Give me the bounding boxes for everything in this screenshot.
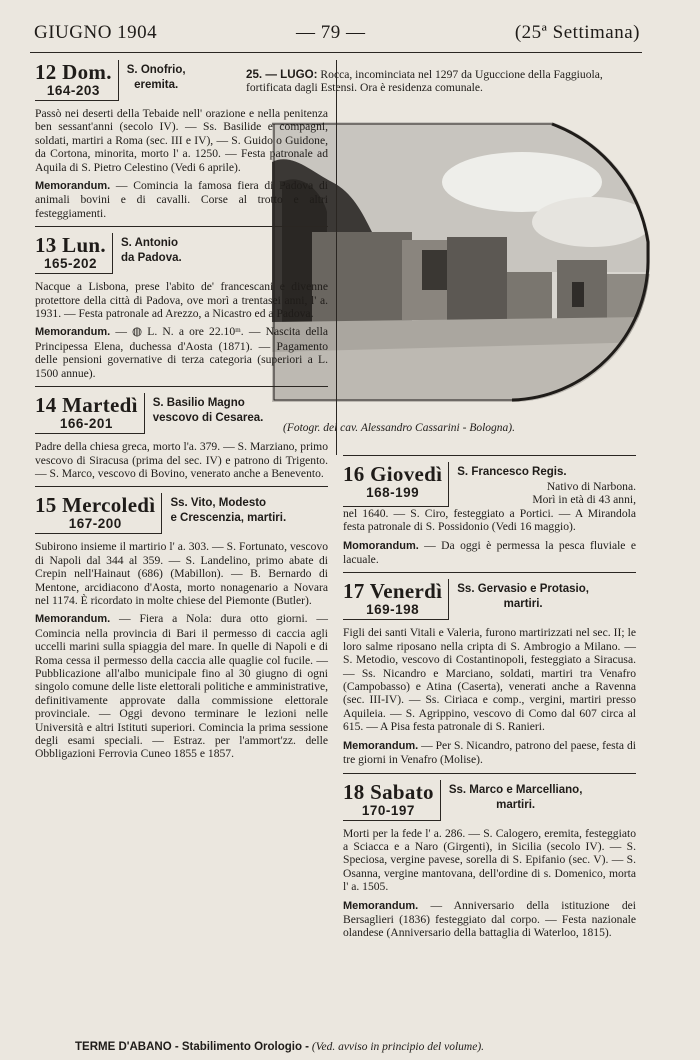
date-box-15	[35, 493, 162, 534]
saint-line-1: S. Antonio	[120, 237, 179, 250]
memo-text: — Anniversario della istituzione dei Bersaglieri (1836) festeggiato dal corpo. — Festa nazionale olandese (Anniversario della battaglia di Waterloo, 1815).	[343, 898, 636, 940]
right-column	[343, 455, 636, 945]
saint-line-1: S. Onofrio,	[126, 64, 186, 76]
day-title: 16 Giovedì	[343, 462, 443, 486]
memorandum	[35, 612, 328, 760]
lugo-rocca-photo	[272, 122, 650, 402]
entry-body: nel 1640. — S. Ciro, festeggiato a Portici. — A Mirandola festa patronale di S. Possidonio (Vedi 16 maggio).	[343, 506, 636, 534]
day-title: 13 Lun.	[35, 233, 106, 258]
saint-name	[119, 60, 186, 101]
page-footer	[75, 1041, 484, 1053]
saint-line-1: Ss. Vito, Modesto	[170, 497, 267, 510]
divider	[343, 455, 636, 456]
divider	[35, 226, 328, 227]
memo-label: Memorandum.	[35, 326, 111, 339]
memo-text: — ◍ L. N. a ore 22.10ᵐ. — Nascita della Principessa Elena, duchessa d'Aosta (1871). — Pagamento delle pensioni governative di terza categoria (superiori a L. 1500 annue).	[35, 325, 328, 380]
day-number: 167-200	[68, 516, 122, 532]
saint-line-2: vescovo di Cesarea.	[152, 412, 264, 425]
entry-body: Passò nei deserti della Tebaide nell' orazione e nella penitenza ben sessant'anni (secolo IV). — Ss. Basilide e compagni, soldati, martiri a Roma (sec. III e IV), — S. Guido o Guidone, da Cortona, minorita, morto l' a. 1250. — Festa patronale ad Aquila di S. Pietro Celestino (Vedi 6 aprile).	[35, 107, 328, 174]
divider	[35, 486, 328, 487]
saint-line-2: martiri.	[503, 598, 543, 611]
saint-line-2: martiri.	[496, 798, 536, 811]
entry-body: Morti per la fede l' a. 286. — S. Calogero, eremita, festeggiato a Sciacca e a Naro (Girgenti), in Sicilia (secolo IV). — S. Speciosa, vergine pavese, sorella di S. Epifanio (sec. V). — S. Osanna, vergine mantovana, dell'ordine di s. Domenico, morta l' a. 1505.	[343, 826, 636, 894]
saint-block	[449, 462, 636, 507]
entry-16	[343, 462, 636, 566]
entry-13	[35, 233, 328, 380]
saint-name: S. Francesco Regis.	[457, 466, 567, 478]
item-25-body: Rocca, incominciata nel 1297 da Uguccione della Faggiuola, fortificata dagli Estensi. Ora è residenza comunale.	[246, 68, 603, 95]
saint-name	[449, 579, 589, 620]
memo-label: Memorandum.	[35, 613, 111, 626]
entry-15	[35, 493, 328, 761]
footer-note: (Ved. avviso in principio del volume).	[311, 1041, 485, 1053]
date-box-13	[35, 233, 113, 274]
day-number: 164-203	[46, 83, 100, 98]
day-number: 165-202	[43, 256, 97, 272]
memo-text: — Fiera a Nola: dura otto giorni. — Comincia nella provincia di Bari il permesso di caccia agli uccelli marini sulla spiaggia del mare. In quelle di Napoli e di Roma cessa il permesso della caccia alle quaglie col fucile. — Pubblicazione all'albo municipale fino al 30 giugno di ogni singolo comune delle liste elettorali politiche e amministrative, definitivamente approvate dalla commissione elettorale provinciale. — Oggi devono terminare le lezioni nelle Università e altri Istituti superiori. Comincia la prima sessione degli esami speciali. — Estraz. per l'ammort'zz. delle Obbligazioni Ferrovia Cuneo 1855 e 1857.	[35, 612, 328, 761]
saint-line-2: eremita.	[134, 79, 179, 91]
date-box-17	[343, 579, 449, 620]
memo-text: — Comincia la famosa fiera di Padova di animali bovini e di cavalli. Corse al trotto e altri festeggiamenti.	[35, 179, 328, 220]
page-header	[34, 22, 640, 52]
memo-label: Memorandum.	[343, 899, 419, 912]
day-number: 169-198	[366, 602, 420, 618]
memo-text: — Per S. Nicandro, patrono del paese, festa di tre giorni in Venafro (Molise).	[343, 738, 636, 767]
saint-name	[441, 780, 583, 821]
divider	[343, 773, 636, 774]
date-box-18	[343, 780, 441, 821]
entry-body-a: Nativo di Narbona.	[546, 480, 636, 493]
entry-17	[343, 579, 636, 766]
memorandum	[35, 325, 328, 380]
entry-body: Subirono insieme il martirio l' a. 303. — S. Fortunato, vescovo di Napoli dal 344 al 359. — S. Landelino, primo abate di Crepin nell'Hainaut (686) (Mabillon). — B. Bernardo di Mentone, arcidiacono d'Aosta, morto nonagenario a Novara nel 1174. È ricordato in molte chiese del Piemonte (Butler).	[35, 540, 328, 607]
day-title: 12 Dom.	[35, 60, 112, 84]
entry-body: Figli dei santi Vitali e Valeria, furono martirizzati nel sec. II; le loro salme riposano nella cripta di S. Ambrogio a Milano. — S. Metodio, vescovo di Costantinopoli, festeggiato a Siracusa. — Ss. Nicandro e Marciano, soldati, martiri tra Venafro (Campobasso) e Atina (Caserta), venerati anche a Ravenna (sec. III-IV). — Ss. Ciriaca e comp., vergini, martiri presso Aquileia. — S. Agrippino, vescovo di Como dal 607 circa al 615. — A Pisa festa patronale di S. Ranieri.	[343, 626, 636, 734]
saint-name	[145, 393, 264, 434]
divider	[35, 386, 328, 387]
day-title: 14 Martedì	[35, 393, 138, 418]
date-box-14	[35, 393, 145, 434]
day-number: 170-197	[361, 802, 415, 818]
saint-line-1: Ss. Marco e Marcelliano,	[448, 783, 583, 796]
footer-sponsor: TERME D'ABANO - Stabilimento Orologio -	[75, 1041, 310, 1053]
memo-label: Momorandum.	[343, 539, 419, 552]
memo-text: — Da oggi è permessa la pesca fluviale e lacuale.	[343, 538, 636, 567]
saint-line-1: Ss. Gervasio e Protasio,	[457, 583, 589, 596]
entry-18	[343, 780, 636, 940]
memorandum	[343, 539, 636, 567]
date-box-16	[343, 462, 449, 507]
saint-line-2: e Crescenzia, martiri.	[170, 512, 287, 525]
memo-label: Memorandum.	[343, 739, 419, 752]
left-column	[35, 60, 328, 766]
memorandum	[35, 179, 328, 220]
entry-body: Padre della chiesa greca, morto l'a. 379. — S. Marziano, primo vescovo di Siracusa (prima del sec. IV) e patrono di Trigento. — S. Marco, vescovo di Bovino, venerato anche a Benevento.	[35, 440, 328, 480]
header-month: GIUGNO 1904	[34, 22, 158, 43]
day-title: 18 Sabato	[343, 779, 434, 804]
saint-name	[113, 233, 182, 274]
header-rule	[30, 52, 642, 53]
header-week: (25ª Settimana)	[514, 22, 640, 43]
saint-line-1: S. Basilio Magno	[152, 397, 245, 410]
column-divider	[336, 60, 337, 455]
photo-caption: (Fotogr. del cav. Alessandro Cassarini - Bologna).	[283, 422, 516, 434]
header-page-number: — 79 —	[296, 22, 366, 43]
day-number: 166-201	[59, 416, 113, 432]
entry-14	[35, 393, 328, 480]
entry-12	[35, 60, 328, 220]
date-box-12	[35, 60, 119, 101]
divider	[343, 572, 636, 573]
day-number: 168-199	[366, 485, 420, 500]
entry-body: Nacque a Lisbona, prese l'abito de' francescani e divenne protettore della città di Padova, ove morì a trentasei anni, l' a. 1931. — Festa patronale ad Arezzo, a Nicastro ed a Padova.	[35, 280, 328, 321]
memorandum	[343, 739, 636, 767]
day-title: 15 Mercoledì	[35, 493, 156, 518]
saint-line-2: da Padova.	[120, 252, 182, 265]
entry-body-b: Morì in età di 43 anni,	[532, 493, 636, 507]
memo-label: Memorandum.	[35, 180, 111, 193]
item-25-label: 25. — LUGO:	[246, 68, 318, 81]
day-title: 17 Venerdì	[343, 579, 443, 604]
memorandum	[343, 899, 636, 940]
saint-name	[162, 493, 286, 534]
